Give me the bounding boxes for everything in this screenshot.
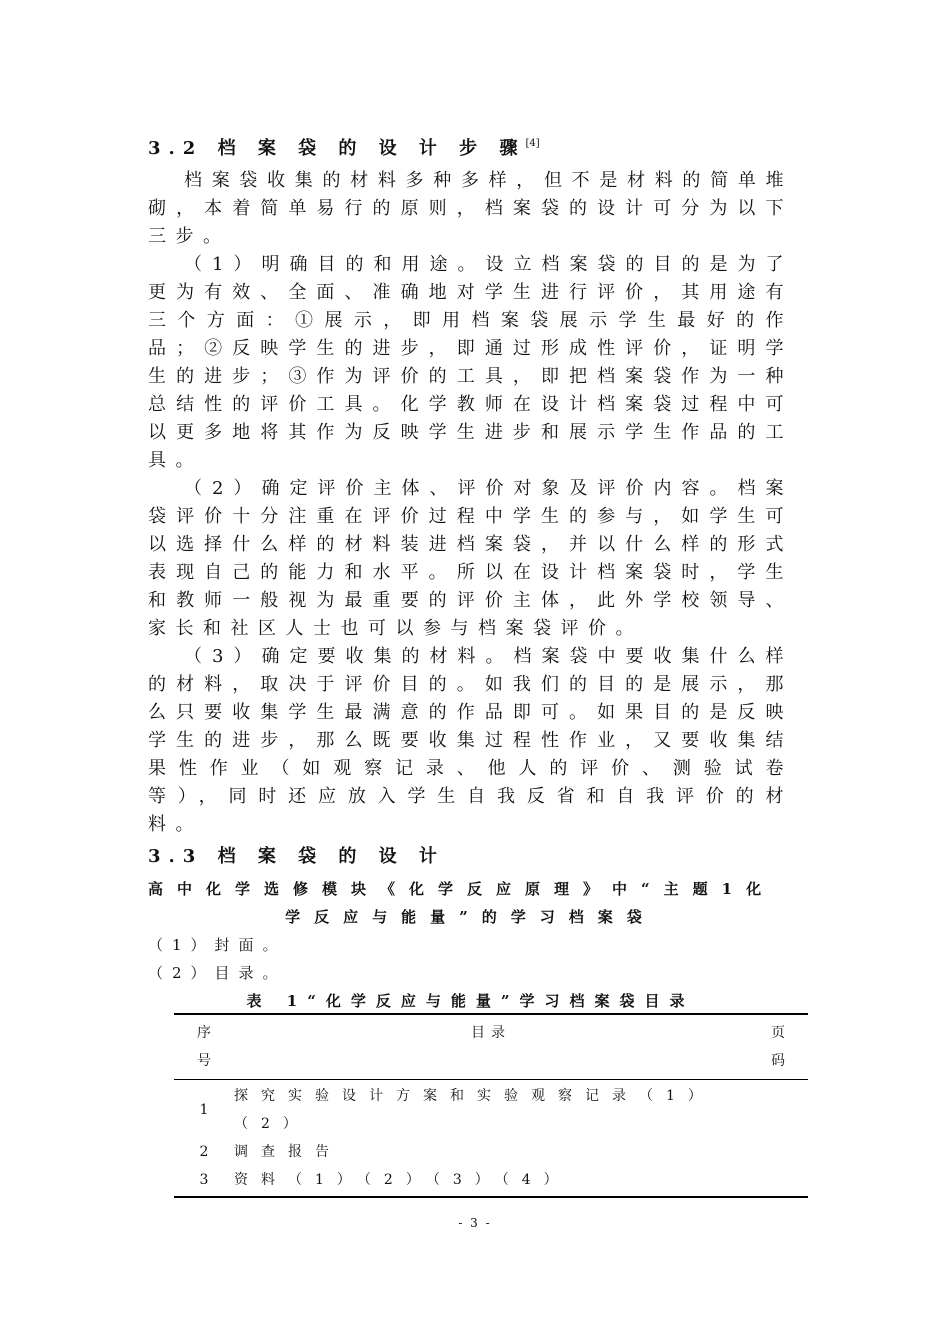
table-row bbox=[174, 1166, 808, 1197]
header-no-text: 序号 bbox=[197, 1025, 211, 1069]
row-page bbox=[748, 1166, 808, 1197]
table-row bbox=[174, 1138, 808, 1166]
row-title: 探究实验设计方案和实验观察记录（1）（2） bbox=[234, 1088, 715, 1132]
table-header bbox=[174, 1014, 808, 1080]
paragraph-step-3: （3）确定要收集的材料。档案袋中要收集什么样的材料，取决于评价目的。如我们的目的是展示，那么只要收集学生最满意的作品即可。如果目的是反映学生的进步，那么既要收集过程性作业，又要收集结果性作业（如观察记录、他人的评价、测验试卷等），同时还应放入学生自我反省和自我评价的材料。 bbox=[148, 646, 793, 835]
header-row bbox=[174, 1014, 808, 1080]
contents-table bbox=[174, 1013, 808, 1198]
portfolio-subtitle-line-2: 学反应与能量”的学习档案袋 bbox=[285, 908, 656, 926]
citation-ref: [4] bbox=[525, 138, 540, 149]
portfolio-subtitle-line-1: 高中化学选修模块《化学反应原理》中“主题1化 bbox=[148, 880, 776, 898]
paragraph-intro: 档案袋收集的材料多种多样，但不是材料的简单堆砌，本着简单易行的原则，档案袋的设计可分为以下三步。 bbox=[148, 170, 793, 247]
table-row bbox=[174, 1080, 808, 1139]
header-page bbox=[748, 1014, 808, 1080]
header-page-text: 页码 bbox=[771, 1025, 785, 1069]
table-caption: 表 1“化学反应与能量”学习档案袋目录 bbox=[246, 992, 695, 1010]
list-item-contents: （2）目录。 bbox=[148, 964, 287, 982]
row-no: 1 bbox=[199, 1102, 209, 1118]
list-item-cover: （1）封面。 bbox=[148, 936, 287, 954]
row-title: 资料（1）（2）（3）（4） bbox=[234, 1172, 571, 1188]
row-page bbox=[748, 1080, 808, 1139]
section-heading-3-2 bbox=[148, 126, 793, 167]
row-no: 3 bbox=[199, 1172, 209, 1188]
page-number: - 3 - bbox=[458, 1216, 492, 1230]
table-body bbox=[174, 1080, 808, 1198]
page-content bbox=[148, 120, 793, 1015]
paragraph-step-1: （1）明确目的和用途。设立档案袋的目的是为了更为有效、全面、准确地对学生进行评价，其用途有三个方面：①展示，即用档案袋展示学生最好的作品；②反映学生的进步，即通过形成性评价，证明学生的进步；③作为评价的工具，即把档案袋作为一种总结性的评价工具。化学教师在设计档案袋过程中可以更多地将其作为反映学生进步和展示学生作品的工具。 bbox=[148, 254, 793, 471]
section-title: 3.2 档 案 袋 的 设 计 步 骤 bbox=[148, 138, 526, 159]
row-page bbox=[748, 1138, 808, 1166]
row-title: 调查报告 bbox=[234, 1144, 342, 1160]
paragraph-step-2: （2）确定评价主体、评价对象及评价内容。档案袋评价十分注重在评价过程中学生的参与，如学生可以选择什么样的材料装进档案袋，并以什么样的形式表现自己的能力和水平。所以在设计档案袋时，学生和教师一般视为最重要的评价主体，此外学校领导、家长和社区人士也可以参与档案袋评价。 bbox=[148, 478, 793, 639]
header-no bbox=[174, 1014, 234, 1080]
row-no: 2 bbox=[199, 1144, 209, 1160]
header-title: 目录 bbox=[471, 1025, 511, 1041]
section-heading-3-3: 3.3 档 案 袋 的 设 计 bbox=[148, 846, 445, 867]
